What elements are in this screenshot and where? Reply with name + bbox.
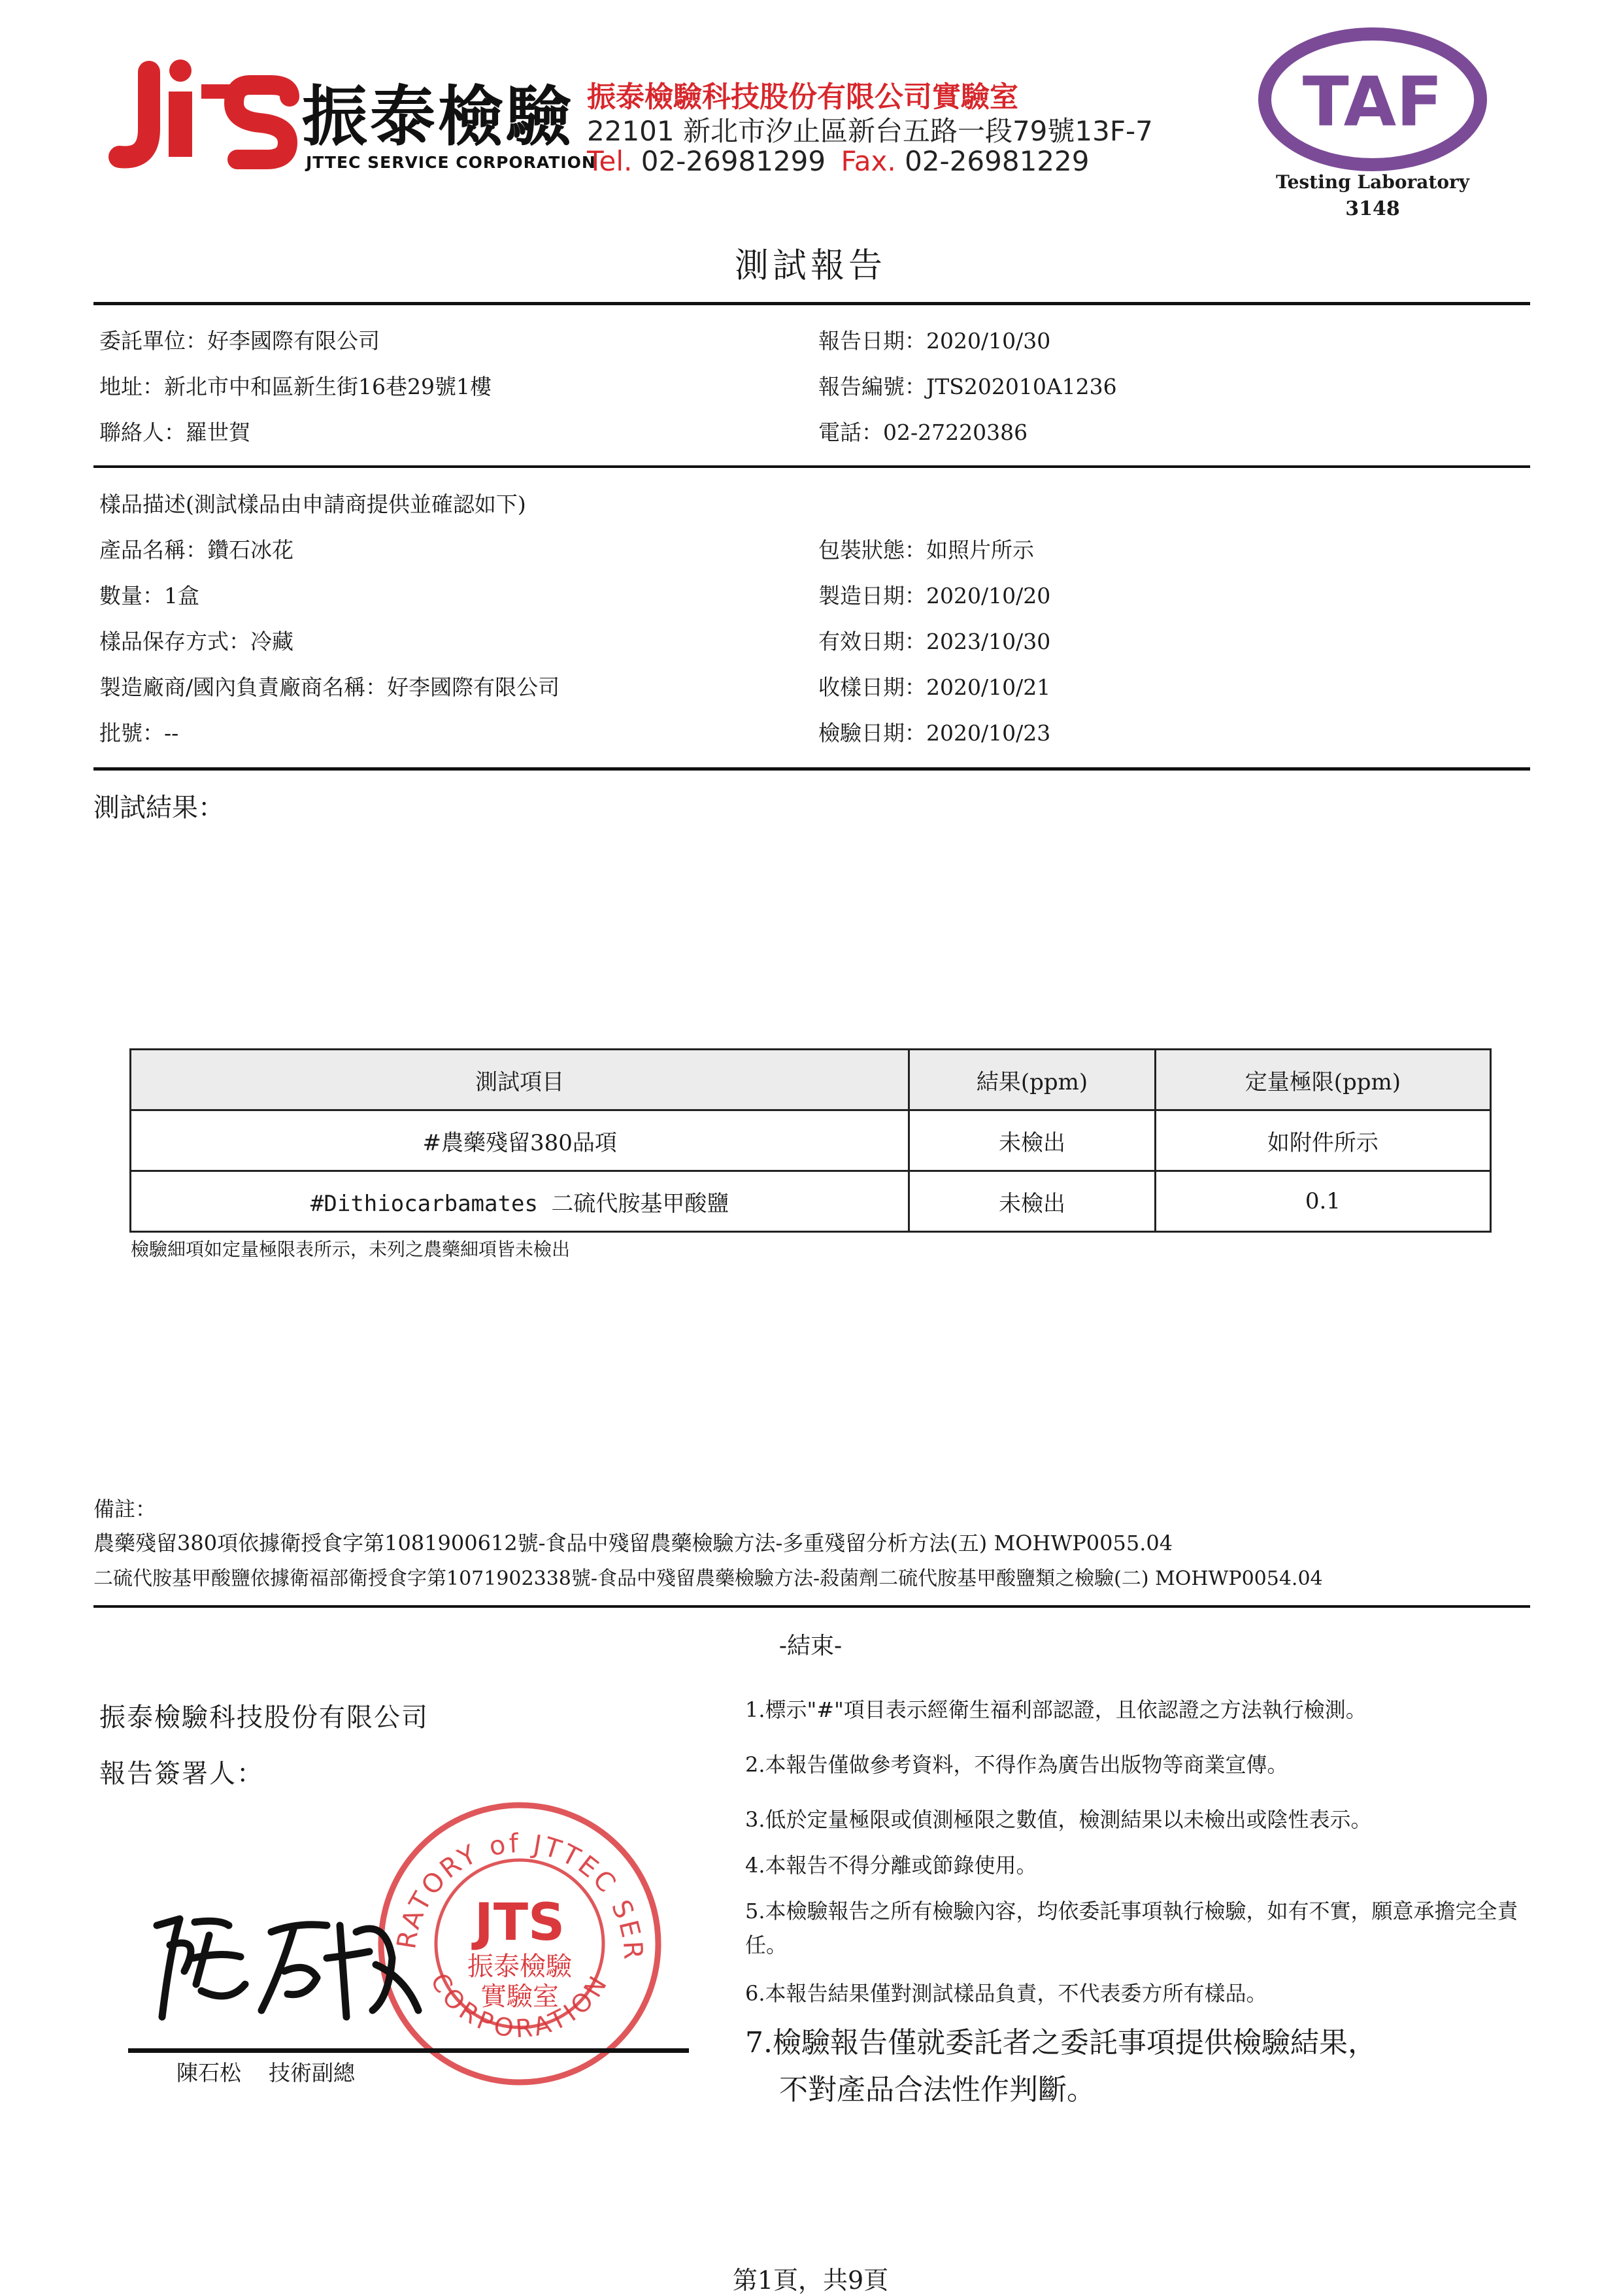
signature-line <box>128 2048 689 2053</box>
received-date: 收樣日期：2020/10/21 <box>818 674 1051 700</box>
sample-manufacturer: 製造廠商/國內負責廠商名稱：好李國際有限公司 <box>99 674 560 700</box>
legal-note: 3.低於定量極限或偵測極限之數值，檢測結果以未檢出或陰性表示。 <box>745 1807 1372 1832</box>
column-header-loq: 定量極限(ppm) <box>1155 1050 1490 1110</box>
signer-name-title: 陳石松 技術副總 <box>176 2060 355 2086</box>
sample-name: 產品名稱：鑽石冰花 <box>99 537 293 563</box>
taf-number: 3148 <box>1345 197 1400 220</box>
cell-loq: 0.1 <box>1155 1171 1490 1232</box>
taf-logo-icon <box>1242 26 1503 176</box>
cell-loq: 如附件所示 <box>1155 1110 1490 1171</box>
rule-remarks <box>93 1605 1530 1608</box>
taf-badge <box>1242 26 1503 235</box>
stamp-line-1: 振泰檢驗 <box>467 1952 572 1982</box>
results-footnote: 檢驗細項如定量極限表所示，未列之農藥細項皆未檢出 <box>131 1239 571 1260</box>
legal-note-emphasis-cont: 不對產品合法性作判斷。 <box>779 2073 1095 2106</box>
legal-note: 2.本報告僅做參考資料，不得作為廣告出版物等商業宣傳。 <box>745 1752 1288 1777</box>
report-date: 報告日期：2020/10/30 <box>818 328 1051 354</box>
remark-line: 農藥殘留380項依據衛授食字第1081900612號-食品中殘留農藥檢驗方法-多重殘留分析方法(五) MOHWP0055.04 <box>93 1531 1173 1556</box>
report-number: 報告編號：JTS202010A1236 <box>818 374 1117 399</box>
table-row <box>131 1171 1491 1232</box>
legal-note: 5.本檢驗報告之所有檢驗內容，均依委託事項執行檢驗，如有不實，願意承擔完全責任。 <box>745 1899 1518 1957</box>
client-contact: 聯絡人：羅世賀 <box>99 420 250 445</box>
taf-logo-text: TAF <box>1302 62 1443 142</box>
stamp-logo: JTS <box>474 1893 565 1952</box>
results-heading: 測試結果： <box>93 793 224 823</box>
column-header-result: 結果(ppm) <box>909 1050 1155 1110</box>
table-row <box>131 1110 1491 1171</box>
end-marker: -結束- <box>778 1633 843 1659</box>
results-header-row <box>131 1050 1491 1110</box>
sample-description: 樣品描述(測試樣品由申請商提供並確認如下) <box>99 491 526 517</box>
rule-sample <box>93 767 1530 771</box>
manufacture-date: 製造日期：2020/10/20 <box>818 583 1051 608</box>
stamp-arc-bottom: CORPORATION <box>425 1968 615 2044</box>
signing-company: 振泰檢驗科技股份有限公司 <box>99 1703 429 1733</box>
legal-note: 4.本報告不得分離或節錄使用。 <box>745 1853 1037 1878</box>
jts-logo-mark-icon <box>103 52 299 170</box>
company-full-name: 振泰檢驗科技股份有限公司實驗室 <box>587 80 1018 114</box>
rule-top <box>93 302 1530 305</box>
brand-cn: 振泰檢驗 <box>302 78 574 155</box>
column-header-item: 測試項目 <box>131 1050 909 1110</box>
cell-test-item: #農藥殘留380品項 <box>131 1110 909 1171</box>
signer-label: 報告簽署人： <box>99 1759 264 1789</box>
company-contact <box>587 145 1089 177</box>
cell-result: 未檢出 <box>909 1110 1155 1171</box>
sample-quantity: 數量：1盒 <box>99 583 199 608</box>
results-table <box>129 1048 1492 1233</box>
page-number: 第1頁，共9頁 <box>732 2266 889 2295</box>
rule-client <box>93 465 1530 468</box>
sample-packaging: 包裝狀態：如照片所示 <box>818 537 1034 563</box>
client-unit: 委託單位：好李國際有限公司 <box>99 328 380 354</box>
page-title: 測試報告 <box>734 246 886 286</box>
brand-en: JTTEC SERVICE CORPORATION <box>306 153 596 172</box>
company-address: 22101 新北市汐止區新台五路一段79號13F-7 <box>587 115 1153 147</box>
jts-logo <box>103 52 299 170</box>
legal-note: 1.標示"#"項目表示經衛生福利部認證，且依認證之方法執行檢測。 <box>745 1697 1367 1722</box>
stamp-line-2: 實驗室 <box>480 1982 559 2012</box>
taf-caption: Testing Laboratory <box>1275 171 1470 193</box>
stamp-arc-top: RATORY of JTTEC SER <box>392 1828 648 1961</box>
handwritten-signature <box>131 1880 471 2050</box>
cell-result: 未檢出 <box>909 1171 1155 1232</box>
client-phone: 電話：02-27220386 <box>818 420 1028 445</box>
signature-stroke-icon <box>131 1880 471 2050</box>
sample-storage: 樣品保存方式：冷藏 <box>99 629 293 654</box>
cell-test-item: #Dithiocarbamates 二硫代胺基甲酸鹽 <box>131 1171 909 1232</box>
tel-number: 02-26981299 <box>641 145 826 177</box>
legal-note: 6.本報告結果僅對測試樣品負責，不代表委方所有樣品。 <box>745 1981 1267 2006</box>
fax-number: 02-26981229 <box>905 145 1090 177</box>
remarks-label: 備註： <box>93 1497 157 1522</box>
tel-label: Tel. <box>587 145 633 177</box>
fax-label: Fax. <box>841 145 896 177</box>
sample-batch: 批號：-- <box>99 720 179 746</box>
remark-line: 二硫代胺基甲酸鹽依據衛福部衛授食字第1071902338號-食品中殘留農藥檢驗方法-殺菌劑二硫代胺基甲酸鹽類之檢驗(二) MOHWP0054.04 <box>93 1567 1323 1590</box>
legal-note-emphasis: 7.檢驗報告僅就委託者之委託事項提供檢驗結果， <box>745 2026 1377 2059</box>
test-date: 檢驗日期：2020/10/23 <box>818 720 1051 746</box>
expiry-date: 有效日期：2023/10/30 <box>818 629 1051 654</box>
client-address: 地址：新北市中和區新生街16巷29號1樓 <box>99 374 492 399</box>
